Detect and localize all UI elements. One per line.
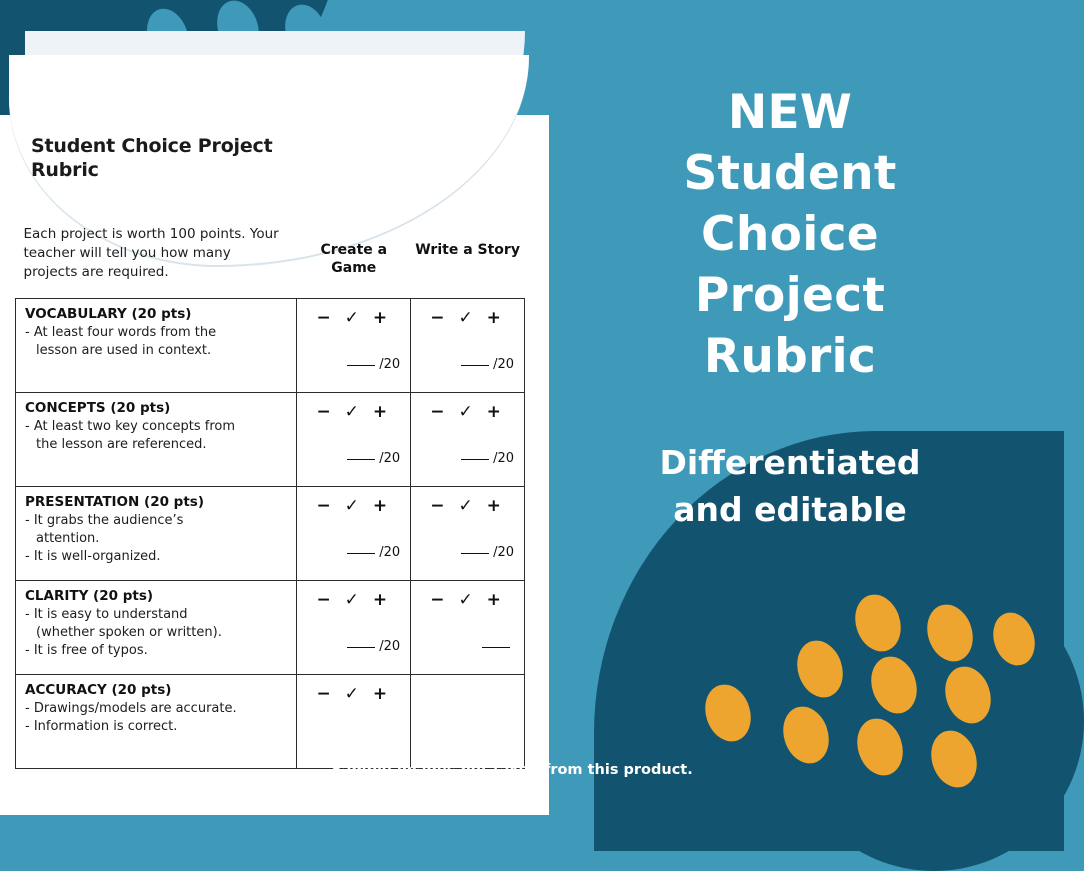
score-marks[interactable]: − ✓ + [430, 590, 505, 611]
rubric-instructions: Each project is worth 100 points. Your teacher will tell you how many projects are required. [23, 226, 279, 281]
score-marks[interactable]: − ✓ + [316, 684, 392, 705]
score-blank: /20 [347, 357, 400, 372]
criterion-line: - Information is correct. [25, 719, 178, 735]
disclaimer-note: Sample images not taken from this product. [331, 762, 693, 778]
headline-line: Rubric [703, 329, 877, 385]
criterion-line: - Drawings/models are accurate. [25, 701, 237, 717]
subline-line: Differentiated [659, 443, 921, 482]
criterion-line: - At least two key concepts from [25, 419, 235, 435]
promo-subline [560, 440, 1020, 534]
criterion-line: - At least four words from the [25, 325, 217, 341]
headline-line: Choice [701, 207, 879, 263]
criterion-title: ACCURACY (20 pts) [25, 682, 172, 699]
criterion-line: - It is easy to understand [25, 607, 188, 623]
criterion-title: CONCEPTS (20 pts) [25, 400, 171, 417]
criterion-title: CLARITY (20 pts) [25, 588, 154, 605]
column-header-write-a-story: Write a Story [415, 242, 520, 258]
score-blank [482, 639, 514, 654]
score-blank: /20 [347, 545, 400, 560]
score-blank: /20 [461, 545, 514, 560]
score-marks[interactable]: − ✓ + [430, 496, 505, 517]
table-row [16, 393, 525, 487]
table-row [16, 675, 525, 769]
subline-line: and editable [673, 489, 907, 529]
score-blank: /20 [461, 451, 514, 466]
criterion-line: - It grabs the audience’s [25, 513, 184, 529]
column-header-create-a-game: Create a Game [320, 242, 388, 277]
score-marks[interactable]: − ✓ + [316, 590, 392, 611]
criterion-line: attention. [36, 531, 100, 547]
criterion-line: - It is free of typos. [25, 642, 148, 658]
score-marks[interactable]: − ✓ + [430, 402, 505, 423]
criterion-line: lesson are used in context. [36, 343, 212, 359]
score-blank: /20 [347, 451, 400, 466]
score-blank: /20 [461, 357, 514, 372]
criterion-title: VOCABULARY (20 pts) [25, 306, 192, 323]
criterion-title: PRESENTATION (20 pts) [25, 494, 205, 511]
score-marks[interactable]: − ✓ + [430, 308, 505, 329]
score-marks[interactable]: − ✓ + [316, 402, 392, 423]
headline-line: Project [694, 268, 886, 324]
rubric-table [15, 219, 525, 769]
rubric-sample-photo [0, 104, 528, 735]
score-marks[interactable]: − ✓ + [316, 308, 392, 329]
table-row [16, 581, 525, 675]
headline-line: Student [683, 146, 897, 202]
promo-headline [560, 82, 1020, 387]
criterion-line: - It is well-organized. [25, 548, 161, 564]
document-title: Student Choice Project Rubric [31, 135, 273, 181]
table-row [16, 487, 525, 581]
criterion-line: (whether spoken or written). [36, 625, 222, 641]
score-marks[interactable]: − ✓ + [316, 496, 392, 517]
score-blank: /20 [347, 639, 400, 654]
table-row [16, 299, 525, 393]
criterion-line: the lesson are referenced. [36, 437, 207, 453]
headline-line: NEW [727, 85, 853, 140]
